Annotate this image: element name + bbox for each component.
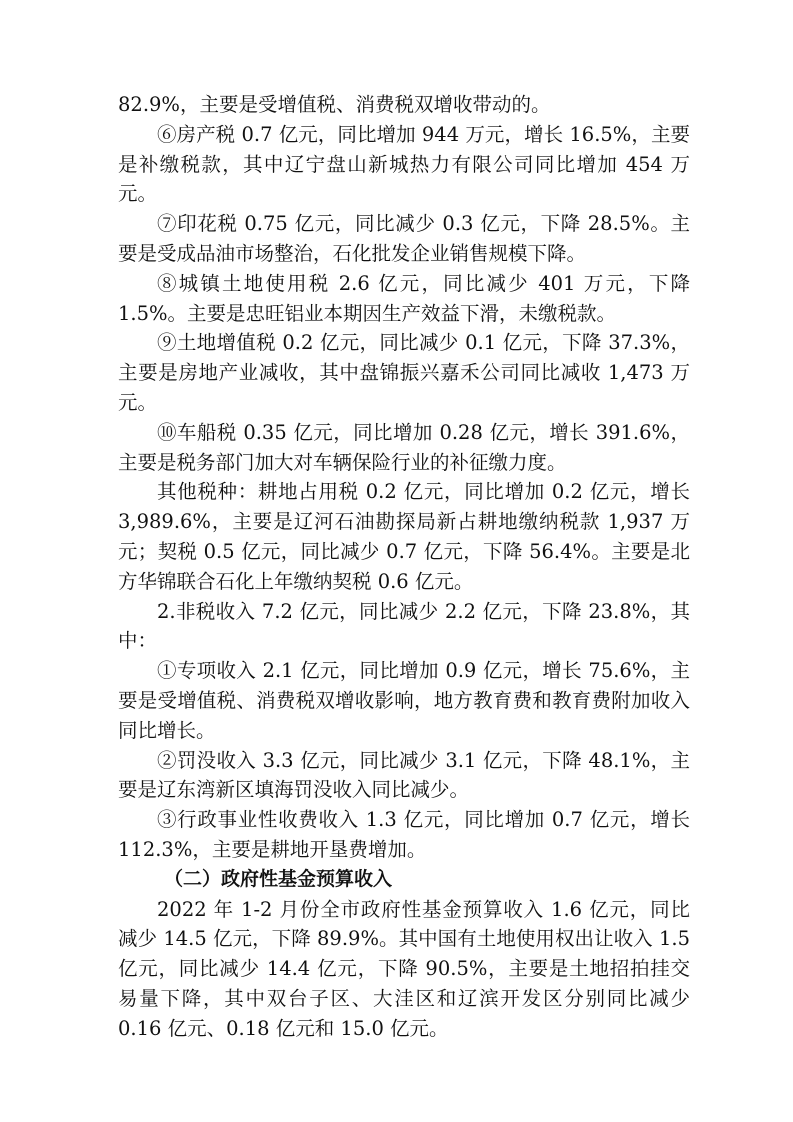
paragraph-non-tax-income: 2.非税收入 7.2 亿元，同比减少 2.2 亿元，下降 23.8%，其中： — [118, 599, 690, 653]
paragraph-fines-income: ②罚没收入 3.3 亿元，同比减少 3.1 亿元，下降 48.1%，主要是辽东湾新区填海罚没收入同比减少。 — [118, 748, 690, 802]
paragraph-land-value-tax: ⑨土地增值税 0.2 亿元，同比减少 0.1 亿元，下降 37.3%，主要是房地产业减收，其中盘锦振兴嘉禾公司同比减收 1,473 万元。 — [118, 331, 690, 414]
paragraph-stamp-tax: ⑦印花税 0.75 亿元，同比减少 0.3 亿元，下降 28.5%。主要是受成品油市场整治，石化批发企业销售规模下降。 — [118, 212, 690, 265]
paragraph-vehicle-tax: ⑩车船税 0.35 亿元，同比增加 0.28 亿元，增长 391.6%，主要是税务部门加大对车辆保险行业的补征缴力度。 — [118, 420, 690, 474]
paragraph-fund-budget: 2022 年 1-2 月份全市政府性基金预算收入 1.6 亿元，同比减少 14.5 亿元，下降 89.9%。其中国有土地使用权出让收入 1.5 亿元，同比减少 14.4 亿元，下降 90.5%，主要是土地招拍挂交易量下降，其中双台子区、大洼区和辽滨开发区分别同比减少 0.16 亿元、0.18 亿元和 15.0 亿元。 — [118, 897, 690, 1040]
section-heading: （二）政府性基金预算收入 — [164, 867, 393, 890]
paragraph-property-tax: ⑥房产税 0.7 亿元，同比增加 944 万元，增长 16.5%，主要是补缴税款，其中辽宁盘山新城热力有限公司同比增加 454 万元。 — [118, 122, 690, 206]
paragraph-admin-fees: ③行政事业性收费收入 1.3 亿元，同比增加 0.7 亿元，增长 112.3%，主要是耕地开垦费增加。 — [118, 808, 690, 861]
paragraph-land-use-tax: ⑧城镇土地使用税 2.6 亿元，同比减少 401 万元，下降 1.5%。主要是忠旺铝业本期因生产效益下滑，未缴税款。 — [118, 271, 690, 325]
paragraph-other-taxes: 其他税种：耕地占用税 0.2 亿元，同比增加 0.2 亿元，增长 3,989.6%，主要是辽河石油勘探局新占耕地缴纳税款 1,937 万元；契税 0.5 亿元，同比减少 0.7 亿元，下降 56.4%。主要是北方华锦联合石化上年缴纳契税 0.6 亿元。 — [118, 480, 690, 593]
paragraph-continuation: 82.9%，主要是受增值税、消费税双增收带动的。 — [118, 93, 551, 116]
paragraph-special-income: ①专项收入 2.1 亿元，同比增加 0.9 亿元，增长 75.6%，主要是受增值税、消费税双增收影响，地方教育费和教育费附加收入同比增长。 — [118, 659, 690, 742]
document-body — [118, 90, 690, 1044]
